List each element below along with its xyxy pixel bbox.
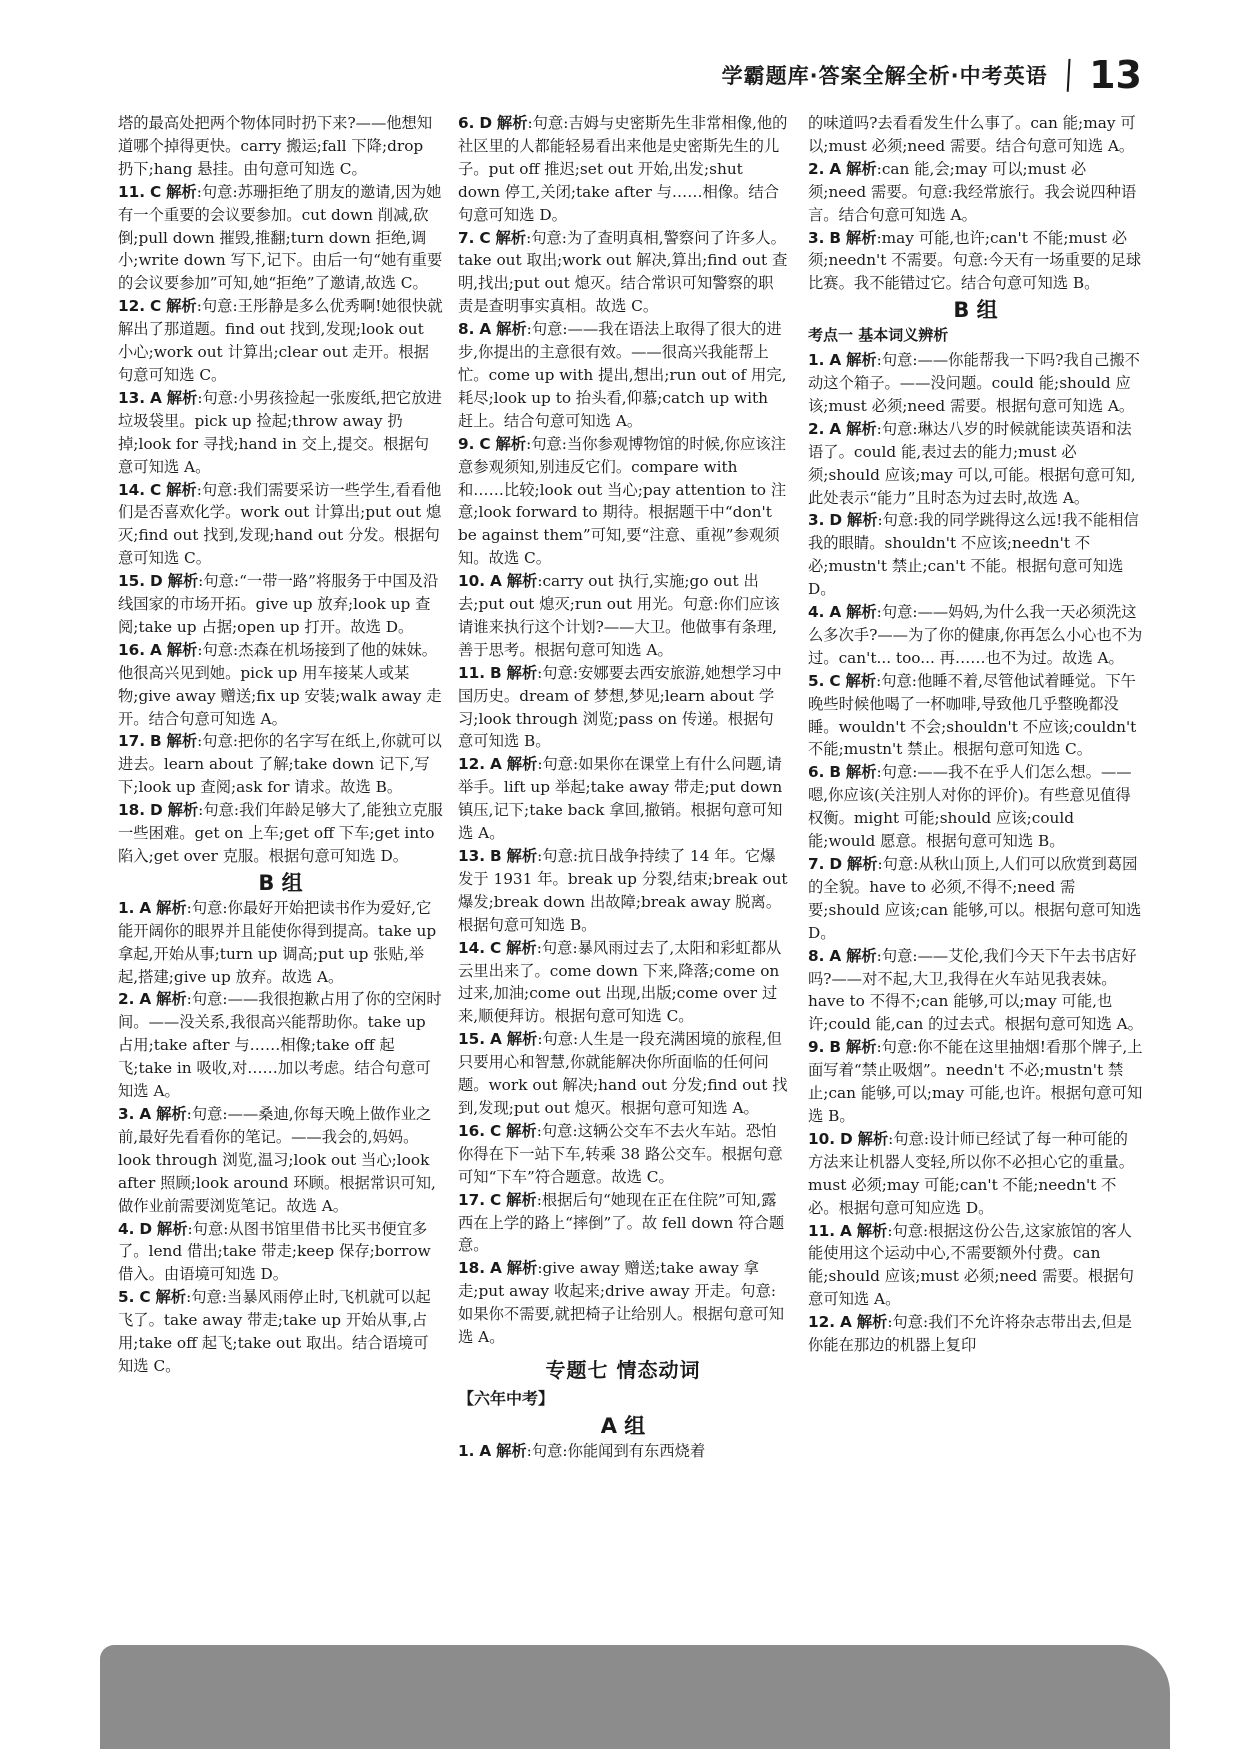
- question-number: 2.: [808, 419, 825, 438]
- analysis-label: 解析: [846, 159, 877, 178]
- answer-letter: A: [829, 159, 842, 178]
- question-number: 1.: [118, 898, 135, 917]
- answer-entry: [458, 753, 788, 845]
- answer-letter: A: [139, 1104, 152, 1123]
- analysis-label: 解析: [495, 434, 527, 453]
- analysis-label: 解析: [506, 1121, 537, 1140]
- explanation-text: :give away 赠送;take away 拿走;put away 收起来;drive away 开走。句意:如果你不需要,就把椅子让给别人。根据句意可知选 A。: [458, 1259, 785, 1347]
- question-number: 1.: [458, 1441, 475, 1460]
- answer-letter: D: [149, 801, 163, 820]
- answer-letter: B: [489, 847, 502, 865]
- question-number: 14.: [118, 480, 146, 499]
- question-number: 8.: [458, 320, 475, 339]
- analysis-label: 解析: [156, 1219, 188, 1238]
- answer-entry: [458, 1189, 788, 1258]
- explanation-text: :句意:人生是一段充满困境的旅程,但只要用心和智慧,你就能解决你所面临的任何问题。work out 解决;hand out 分发;find out 找到,发现;put out 熄灭。根据句意可知选 A。: [458, 1030, 788, 1117]
- answer-entry: [808, 1311, 1143, 1357]
- answer-letter: A: [839, 1221, 852, 1240]
- answer-entry: [808, 601, 1143, 670]
- question-number: 5.: [118, 1288, 135, 1307]
- answer-entry: [808, 853, 1143, 945]
- explanation-text: 的味道吗?去看看发生什么事了。can 能;may 可以;must 必须;need 需要。结合句意可知选 A。: [808, 114, 1136, 155]
- question-number: 13.: [118, 388, 146, 407]
- explanation-text: :句意:你最好开始把读书作为爱好,它能开阔你的眼界并且能使你得到提高。take up 拿起,开始从事;turn up 调高;put up 张贴,举起,搭建;give up 放弃。故选 A。: [118, 898, 437, 986]
- analysis-label: 解析: [857, 1129, 889, 1148]
- answer-letter: A: [479, 1441, 492, 1460]
- answer-entry: [118, 181, 443, 296]
- topic-heading: 专题七 情态动词: [545, 1357, 701, 1382]
- answer-letter: A: [829, 351, 842, 370]
- answer-letter: A: [829, 946, 842, 965]
- page-header: [722, 52, 1142, 98]
- question-number: 18.: [458, 1259, 486, 1278]
- explanation-text: :句意:——我在语法上取得了很大的进步,你提出的主意很有效。——很高兴我能帮上忙。come up with 提出,想出;run out of 用完,耗尽;look up to 抬头看,仰慕;catch up with 赶上。结合句意可知选 A。: [458, 320, 787, 430]
- analysis-label: 解析: [496, 1441, 527, 1460]
- analysis-label: 解析: [846, 419, 877, 438]
- analysis-label: 解析: [506, 847, 538, 865]
- analysis-label: 解析: [167, 572, 199, 591]
- analysis-label: 解析: [506, 938, 537, 957]
- answer-letter: A: [149, 640, 162, 659]
- answer-entry: [808, 349, 1143, 418]
- answer-entry: [458, 1028, 788, 1120]
- answer-entry: [458, 662, 788, 754]
- analysis-label: 解析: [846, 351, 877, 370]
- column-middle: [458, 112, 788, 1463]
- question-number: 3.: [808, 228, 825, 247]
- explanation-text: :句意:我的同学跳得这么远!我不能相信我的眼睛。shouldn't 不应该;needn't 不必;mustn't 禁止;can't 不能。根据句意可知选 D。: [808, 511, 1139, 599]
- question-number: 12.: [118, 297, 146, 316]
- question-number: 2.: [808, 159, 825, 178]
- explanation-text: :根据后句“她现在正在住院”可知,露西在上学的路上“摔倒”了。故 fell down 符合题意。: [458, 1190, 785, 1255]
- answer-entry: [458, 1120, 788, 1189]
- group-heading: A 组: [600, 1413, 646, 1438]
- answer-entry: [458, 1257, 788, 1349]
- answer-entry: [118, 479, 443, 571]
- question-number: 3.: [118, 1104, 135, 1123]
- analysis-label: 解析: [856, 1313, 888, 1332]
- analysis-label: 解析: [506, 572, 538, 591]
- answer-entry: [808, 227, 1143, 296]
- column-right: [808, 112, 1143, 1357]
- answer-entry: [118, 1218, 443, 1287]
- answer-entry: [118, 1286, 443, 1378]
- explanation-text: :句意:我们需要采访一些学生,看看他们是否喜欢化学。work out 计算出;put out 熄灭;find out 找到,发现;hand out 分发。根据句意可知选 C。: [118, 480, 442, 568]
- answer-entry: [118, 295, 443, 387]
- answer-letter: A: [489, 755, 502, 774]
- question-number: 6.: [458, 114, 475, 132]
- answer-entry: [118, 639, 443, 731]
- column-left: [118, 112, 443, 1378]
- explanation-text: :句意:吉姆与史密斯先生非常相像,他的社区里的人都能轻易看出来他是史密斯先生的儿子。put off 推迟;set out 开始,出发;shut down 停工,关闭;take after 与……相像。结合句意可知选 D。: [458, 114, 788, 224]
- explanation-text: :句意:——桑迪,你每天晚上做作业之前,最好先看看你的笔记。——我会的,妈妈。look through 浏览,温习;look out 当心;look after 照顾;look around 环顾。根据常识可知,做作业前需要浏览笔记。故选 A。: [118, 1104, 436, 1215]
- answer-entry: [458, 112, 788, 227]
- answer-entry: [808, 670, 1143, 762]
- question-number: 6.: [808, 763, 825, 782]
- explanation-text: :句意:我们不允许将杂志带出去,但是你能在那边的机器上复印: [808, 1313, 1132, 1355]
- explanation-text: :may 可能,也许;can't 不能;must 必须;needn't 不需要。句意:今天有一场重要的足球比赛。我不能错过它。结合句意可知选 B。: [808, 228, 1142, 293]
- answer-entry: [458, 845, 788, 937]
- explanation-text: :句意:——我很抱歉占用了你的空闲时间。——没关系,我很高兴能帮助你。take up 占用;take after 与……相像;take off 起飞;take in 吸收,对……加以考虑。结合句意可知选 A。: [118, 990, 442, 1101]
- answer-letter: A: [829, 419, 842, 438]
- answer-letter: D: [149, 572, 163, 591]
- answer-entry: [458, 227, 788, 319]
- question-number: 11.: [458, 663, 486, 682]
- analysis-label: 解析: [166, 640, 198, 659]
- question-number: 15.: [458, 1030, 486, 1049]
- group-heading: B 组: [953, 298, 998, 323]
- explanation-text: :句意:他睡不着,尽管他试着睡觉。下午晚些时候他喝了一杯咖啡,导致他几乎整晚都没睡。wouldn't 不会;shouldn't 不应该;couldn't 不能;mustn't 禁止。根据句意可知选 C。: [808, 671, 1137, 759]
- answer-letter: A: [149, 388, 162, 407]
- answer-entry: [808, 112, 1143, 158]
- answer-letter: D: [829, 855, 843, 873]
- question-number: 2.: [118, 990, 135, 1009]
- answer-letter: D: [479, 114, 493, 132]
- explanation-text: :句意:把你的名字写在纸上,你就可以进去。learn about 了解;take down 记下,写下;look up 查阅;ask for 请求。故选 B。: [118, 732, 442, 797]
- question-number: 1.: [808, 351, 825, 370]
- answer-entry: [458, 937, 788, 1029]
- answer-entry: [808, 945, 1143, 1037]
- header-title: 学霸题库·答案全解全析·中考英语: [721, 64, 1048, 88]
- analysis-label: 解析: [506, 755, 538, 774]
- answer-entry: [808, 509, 1143, 601]
- answer-letter: C: [829, 671, 841, 690]
- explanation-text: 塔的最高处把两个物体同时扔下来?——他想知道哪个掉得更快。carry 搬运;fall 下降;drop 扔下;hang 悬挂。由句意可知选 C。: [118, 114, 433, 178]
- explanation-text: :句意:小男孩捡起一张废纸,把它放进垃圾袋里。pick up 捡起;throw away 扔掉;look for 寻找;hand in 交上,提交。根据句意可知选 A。: [118, 388, 442, 476]
- explanation-text: :句意:——我不在乎人们怎么想。——嗯,你应该(关注别人对你的评价)。有些意见值得权衡。might 可能;should 应该;could 能;would 愿意。根据句意可知选 B。: [808, 763, 1132, 851]
- analysis-label: 解析: [495, 228, 527, 247]
- answer-letter: B: [829, 1038, 842, 1057]
- question-number: 4.: [808, 603, 825, 622]
- question-number: 10.: [458, 572, 486, 591]
- answer-entry: [118, 570, 443, 639]
- question-number: 12.: [458, 755, 486, 774]
- answer-letter: C: [489, 1121, 502, 1140]
- header-divider-icon: \: [1053, 52, 1084, 98]
- analysis-label: 解析: [846, 603, 877, 622]
- answer-letter: C: [149, 297, 162, 316]
- explanation-text: :句意:设计师已经试了每一种可能的方法来让机器人变轻,所以你不必担心它的重量。must 必须;may 可能;can't 不能;needn't 不必。根据句意可知应选 D。: [808, 1129, 1135, 1217]
- answer-letter: D: [839, 1129, 853, 1148]
- answer-entry: [118, 730, 443, 799]
- analysis-label: 解析: [846, 855, 878, 873]
- answer-letter: A: [139, 898, 152, 917]
- analysis-label: 解析: [156, 898, 187, 917]
- analysis-label: 解析: [156, 990, 187, 1009]
- answer-letter: B: [489, 663, 502, 682]
- analysis-label: 解析: [846, 511, 878, 530]
- explanation-text: :句意:——艾伦,我们今天下午去书店好吗?——对不起,大卫,我得在火车站见我表妹。have to 不得不;can 能够,可以;may 可能,也许;could 能,can 的过去式。根据句意可知选 A。: [808, 946, 1143, 1034]
- question-number: 16.: [118, 640, 146, 659]
- explanation-text: :句意:“一带一路”将服务于中国及沿线国家的市场开拓。give up 放弃;look up 查阅;take up 占据;open up 打开。故选 D。: [118, 572, 439, 636]
- analysis-label: 解析: [155, 1288, 187, 1307]
- analysis-label: 解析: [166, 182, 197, 201]
- answer-letter: B: [829, 228, 842, 247]
- answer-letter: C: [149, 182, 162, 201]
- question-number: 11.: [808, 1221, 836, 1240]
- answer-entry: [808, 1220, 1143, 1312]
- answer-letter: D: [139, 1219, 153, 1238]
- explanation-text: :句意:根据这份公告,这家旅馆的客人能使用这个运动中心,不需要额外付费。can 能;should 应该;must 必须;need 需要。根据句意可知选 A。: [808, 1221, 1134, 1309]
- key-point-heading: 考点一 基本词义辨析: [808, 326, 949, 345]
- answer-entry: [808, 418, 1143, 510]
- answer-letter: D: [829, 511, 843, 530]
- explanation-text: :句意:为了查明真相,警察问了许多人。take out 取出;work out 解决,算出;find out 查明,找出;put out 熄灭。结合常识可知警察的职责是查明事实真相。故选 C。: [458, 228, 788, 316]
- question-number: 12.: [808, 1313, 836, 1332]
- answer-letter: A: [489, 1030, 502, 1049]
- answer-entry: [118, 897, 443, 989]
- answer-entry: [458, 570, 788, 662]
- analysis-label: 解析: [846, 946, 877, 965]
- question-number: 3.: [808, 511, 825, 530]
- analysis-label: 解析: [166, 388, 198, 407]
- question-number: 7.: [808, 855, 825, 873]
- answer-letter: A: [479, 320, 492, 339]
- answer-letter: B: [149, 732, 162, 751]
- analysis-label: 解析: [845, 671, 877, 690]
- question-number: 14.: [458, 938, 486, 957]
- question-number: 16.: [458, 1121, 486, 1140]
- explanation-text: :句意:暴风雨过去了,太阳和彩虹都从云里出来了。come down 下来,降落;come on 过来,加油;come out 出现,出版;come over 过来,顺便拜访。根据句意可知选 C。: [458, 938, 782, 1026]
- answer-entry: [458, 433, 788, 570]
- answer-letter: B: [829, 763, 842, 782]
- explanation-text: :句意:——你能帮我一下吗?我自己搬不动这个箱子。——没问题。could 能;should 应该;must 必须;need 需要。根据句意可知选 A。: [808, 351, 1140, 415]
- answer-letter: C: [149, 480, 162, 499]
- page-number: 13: [1089, 53, 1142, 97]
- analysis-label: 解析: [845, 228, 877, 247]
- analysis-label: 解析: [506, 1030, 538, 1049]
- footer-band: [100, 1645, 1170, 1749]
- answer-letter: C: [479, 434, 491, 453]
- question-number: 4.: [118, 1219, 135, 1238]
- question-number: 7.: [458, 228, 475, 247]
- analysis-label: 解析: [496, 114, 528, 132]
- explanation-text: :句意:抗日战争持续了 14 年。它爆发于 1931 年。break up 分裂,结束;break out 爆发;break down 出故障;break away 脱离。根据句意可知选 B。: [458, 847, 788, 934]
- answer-entry: [458, 318, 788, 433]
- analysis-label: 解析: [506, 1259, 538, 1278]
- question-number: 17.: [458, 1190, 486, 1209]
- explanation-text: :句意:安娜要去西安旅游,她想学习中国历史。dream of 梦想,梦见;learn about 学习;look through 浏览;pass on 传递。根据句意可知选 B。: [458, 663, 782, 751]
- answer-entry: [118, 988, 443, 1103]
- answer-letter: A: [489, 1259, 502, 1278]
- question-number: 10.: [808, 1129, 836, 1148]
- answer-letter: A: [839, 1313, 852, 1332]
- explanation-text: :句意:你不能在这里抽烟!看那个牌子,上面写着“禁止吸烟”。needn't 不必;mustn't 禁止;can 能够,可以;may 可能,也许。根据句意可知选 B。: [808, 1038, 1143, 1125]
- analysis-label: 解析: [856, 1221, 888, 1240]
- explanation-text: :句意:当暴风雨停止时,飞机就可以起飞了。take away 带走;take up 开始从事,占用;take off 起飞;take out 取出。结合语境可知选 C。: [118, 1288, 431, 1375]
- explanation-text: :句意:王彤静是多么优秀啊!她很快就解出了那道题。find out 找到,发现;look out 小心;work out 计算出;clear out 走开。根据句意可知选 C。: [118, 297, 443, 384]
- explanation-text: :句意:苏珊拒绝了朋友的邀请,因为她有一个重要的会议要参加。cut down 削减,砍倒;pull down 摧毁,推翻;turn down 拒绝,调小;write down 写下,记下。由后一句“她有重要的会议要参加”可知,她“拒绝”了邀请,故选 C。: [118, 182, 443, 293]
- answer-letter: C: [489, 938, 502, 957]
- explanation-text: :句意:如果你在课堂上有什么问题,请举手。lift up 举起;take away 带走;put down 镇压,记下;take back 拿回,撤销。根据句意可知选 A。: [458, 755, 783, 843]
- answer-letter: A: [829, 603, 842, 622]
- exam-section-heading: 【六年中考】: [458, 1388, 555, 1408]
- question-number: 8.: [808, 946, 825, 965]
- question-number: 13.: [458, 847, 486, 865]
- explanation-text: :can 能,会;may 可以;must 必须;need 需要。句意:我经常旅行。我会说四种语言。结合句意可知选 A。: [808, 159, 1137, 224]
- analysis-label: 解析: [166, 732, 198, 751]
- explanation-text: :句意:从秋山顶上,人们可以欣赏到葛园的全貌。have to 必须,不得不;need 需要;should 应该;can 能够,可以。根据句意可知选 D。: [808, 855, 1142, 942]
- analysis-label: 解析: [166, 297, 197, 316]
- explanation-text: :句意:这辆公交车不去火车站。恐怕你得在下一站下车,转乘 38 路公交车。根据句意可知“下车”符合题意。故选 C。: [458, 1121, 783, 1186]
- answer-entry: [118, 387, 443, 479]
- explanation-text: :句意:从图书馆里借书比买书便宜多了。lend 借出;take 带走;keep 保存;borrow 借入。由语境可知选 D。: [118, 1219, 431, 1284]
- question-number: 11.: [118, 182, 146, 201]
- answer-letter: A: [139, 990, 152, 1009]
- question-number: 9.: [458, 434, 475, 453]
- analysis-label: 解析: [845, 1038, 877, 1057]
- analysis-label: 解析: [166, 480, 197, 499]
- analysis-label: 解析: [496, 320, 527, 339]
- analysis-label: 解析: [506, 663, 538, 682]
- answer-letter: C: [139, 1288, 151, 1307]
- analysis-label: 解析: [156, 1104, 187, 1123]
- analysis-label: 解析: [506, 1190, 537, 1209]
- analysis-label: 解析: [845, 763, 877, 782]
- answer-letter: A: [489, 572, 502, 591]
- answer-letter: C: [489, 1190, 502, 1209]
- question-number: 9.: [808, 1038, 825, 1057]
- analysis-label: 解析: [167, 801, 199, 820]
- answer-letter: C: [479, 228, 491, 247]
- explanation-text: :句意:你能闻到有东西烧着: [526, 1441, 706, 1460]
- answer-entry: [808, 1128, 1143, 1220]
- answer-entry: [808, 158, 1143, 227]
- group-heading: B 组: [258, 870, 303, 895]
- explanation-text: :句意:我们年龄足够大了,能独立克服一些困难。get on 上车;get off 下车;get into 陷入;get over 克服。根据句意可知选 D。: [118, 801, 443, 865]
- answer-entry: [118, 1103, 443, 1218]
- explanation-text: :句意:琳达八岁的时候就能读英语和法语了。could 能,表过去的能力;must 必须;should 应该;may 可以,可能。根据句意可知,此处表示“能力”且时态为过去时,故选 A。: [808, 419, 1136, 507]
- question-number: 15.: [118, 572, 146, 591]
- explanation-text: :句意:——妈妈,为什么我一天必须洗这么多次手?——为了你的健康,你再怎么小心也不为过。can't... too... 再……也不为过。故选 A。: [808, 603, 1143, 667]
- question-number: 17.: [118, 732, 146, 751]
- explanation-text: :句意:杰森在机场接到了他的妹妹。他很高兴见到她。pick up 用车接某人或某物;give away 赠送;fix up 安装;walk away 走开。结合句意可知选 A。: [118, 640, 442, 728]
- question-number: 18.: [118, 801, 146, 820]
- answer-entry: [118, 112, 443, 181]
- answer-entry: [808, 761, 1143, 853]
- answer-entry: [458, 1440, 788, 1463]
- explanation-text: :carry out 执行,实施;go out 出去;put out 熄灭;run out 用光。句意:你们应该请谁来执行这个计划?——大卫。他做事有条理,善于思考。根据句意可知选 A。: [458, 572, 780, 659]
- answer-entry: [808, 1036, 1143, 1128]
- question-number: 5.: [808, 671, 825, 690]
- explanation-text: :句意:当你参观博物馆的时候,你应该注意参观须知,别违反它们。compare with 和……比较;look out 当心;pay attention to 注意;look forward to 期待。根据题干中“don't be against them”可知,要“注意、重视”参观须知。故选 C。: [458, 434, 787, 568]
- answer-entry: [118, 799, 443, 868]
